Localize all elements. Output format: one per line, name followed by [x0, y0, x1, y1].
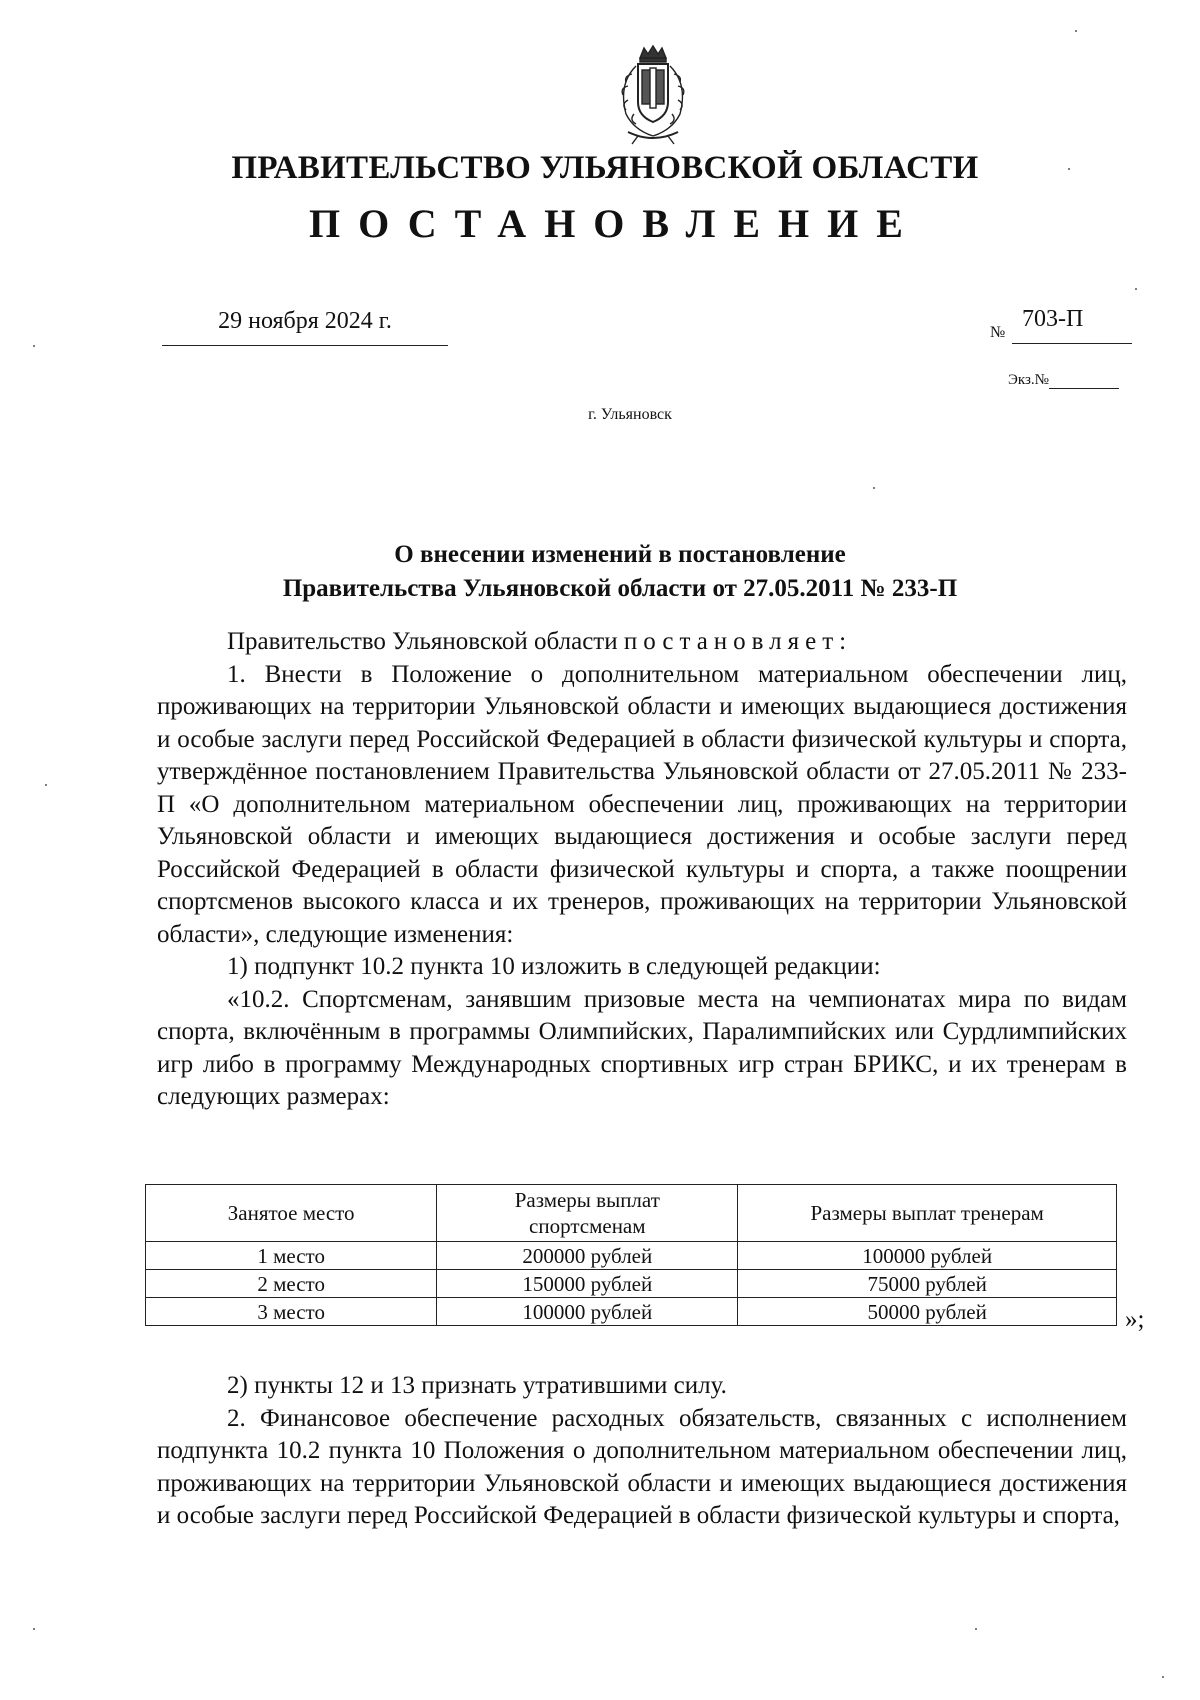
- scan-speckle: [873, 487, 875, 489]
- intro-prefix: Правительство Ульяновской области: [227, 628, 624, 655]
- paragraph-1-2: «10.2. Спортсменам, занявшим призовые места на чемпионатах мира по видам спорта, включённым в программы Олимпийских, Паралимпийских или Сурдлимпийских игр либо в программу Международных спортивных игр стран БРИКС, и их тренерам в следующих размерах:: [157, 985, 1127, 1110]
- table-closing-quote: »;: [1125, 1306, 1145, 1333]
- table-header-row: [146, 1185, 1117, 1242]
- payments-table: [145, 1184, 1117, 1326]
- scan-speckle: [1135, 288, 1137, 290]
- scan-speckle: [33, 1628, 35, 1630]
- scan-speckle: [1162, 1676, 1164, 1678]
- paragraph-1: 1. Внести в Положение о дополнительном материальном обеспечении лиц, проживающих на территории Ульяновской области и имеющих выдающиеся достижения и особые заслуги перед Российской Федерацией в области физической культуры и спорта, утверждённое постановлением Правительства Ульяновской области от 27.05.2011 № 233-П «О дополнительном материальном обеспечении лиц, проживающих на территории Ульяновской области и имеющих выдающиеся достижения и особые заслуги перед Российской Федерацией в области физической культуры и спорта, а также поощрении спортсменов высокого класса и их тренеров, проживающих на территории Ульяновской области», следующие изменения:: [157, 660, 1127, 948]
- table-cell: 50000 рублей: [738, 1298, 1117, 1326]
- table-row: [146, 1298, 1117, 1326]
- table-header-cell: Размеры выплат тренерам: [738, 1185, 1117, 1242]
- document-body: [157, 626, 1127, 1114]
- table-cell: 100000 рублей: [738, 1242, 1117, 1270]
- number-sign: №: [990, 324, 1006, 341]
- paragraph-2: 2. Финансовое обеспечение расходных обязательств, связанных с исполнением подпункта 10.2 пункта 10 Положения о дополнительном материальном обеспечении лиц, проживающих на территории Ульяновской области и имеющих выдающиеся достижения и особые заслуги перед Российской Федерацией в области физической культуры и спорта,: [157, 1404, 1127, 1529]
- ulyanovsk-coat-of-arms-icon: [598, 44, 708, 148]
- subject-line-1: О внесении изменений в постановление: [394, 541, 846, 568]
- document-city: г. Ульяновск: [588, 406, 672, 423]
- document-date: 29 ноября 2024 г.: [162, 308, 448, 346]
- table-header-cell: Размеры выплат спортсменам: [437, 1185, 738, 1242]
- document-type: ПОСТАНОВЛЕНИЕ: [309, 201, 921, 246]
- copy-number: [1008, 372, 1119, 389]
- number-value: 703-П: [1012, 306, 1132, 344]
- table-cell: 3 место: [146, 1298, 437, 1326]
- table-row: [146, 1242, 1117, 1270]
- intro-paragraph: [157, 626, 1127, 659]
- copy-number-line: [1049, 388, 1119, 389]
- table-cell: 200000 рублей: [437, 1242, 738, 1270]
- document-subject: [0, 538, 1200, 606]
- scan-speckle: [1075, 30, 1077, 32]
- table-row: [146, 1270, 1117, 1298]
- copy-label: Экз.№: [1008, 372, 1049, 388]
- table-cell: 2 место: [146, 1270, 437, 1298]
- table-cell: 75000 рублей: [738, 1270, 1117, 1298]
- scan-speckle: [1068, 168, 1070, 170]
- subject-line-2: Правительства Ульяновской области от 27.05.2011 № 233-П: [282, 575, 958, 602]
- table-header-cell: Занятое место: [146, 1185, 437, 1242]
- table-cell: 100000 рублей: [437, 1298, 738, 1326]
- intro-suffix: :: [839, 628, 847, 655]
- scan-speckle: [45, 784, 47, 786]
- table-cell: 150000 рублей: [437, 1270, 738, 1298]
- table-cell: 1 место: [146, 1242, 437, 1270]
- scan-speckle: [975, 1628, 977, 1630]
- paragraph-1-1: 1) подпункт 10.2 пункта 10 изложить в следующей редакции:: [227, 953, 881, 980]
- government-title: ПРАВИТЕЛЬСТВО УЛЬЯНОВСКОЙ ОБЛАСТИ: [231, 150, 979, 186]
- scan-speckle: [33, 345, 35, 347]
- document-body-continued: [157, 1370, 1127, 1533]
- intro-verb: постановляет: [623, 628, 840, 655]
- paragraph-1-3: 2) пункты 12 и 13 признать утратившими силу.: [227, 1372, 727, 1399]
